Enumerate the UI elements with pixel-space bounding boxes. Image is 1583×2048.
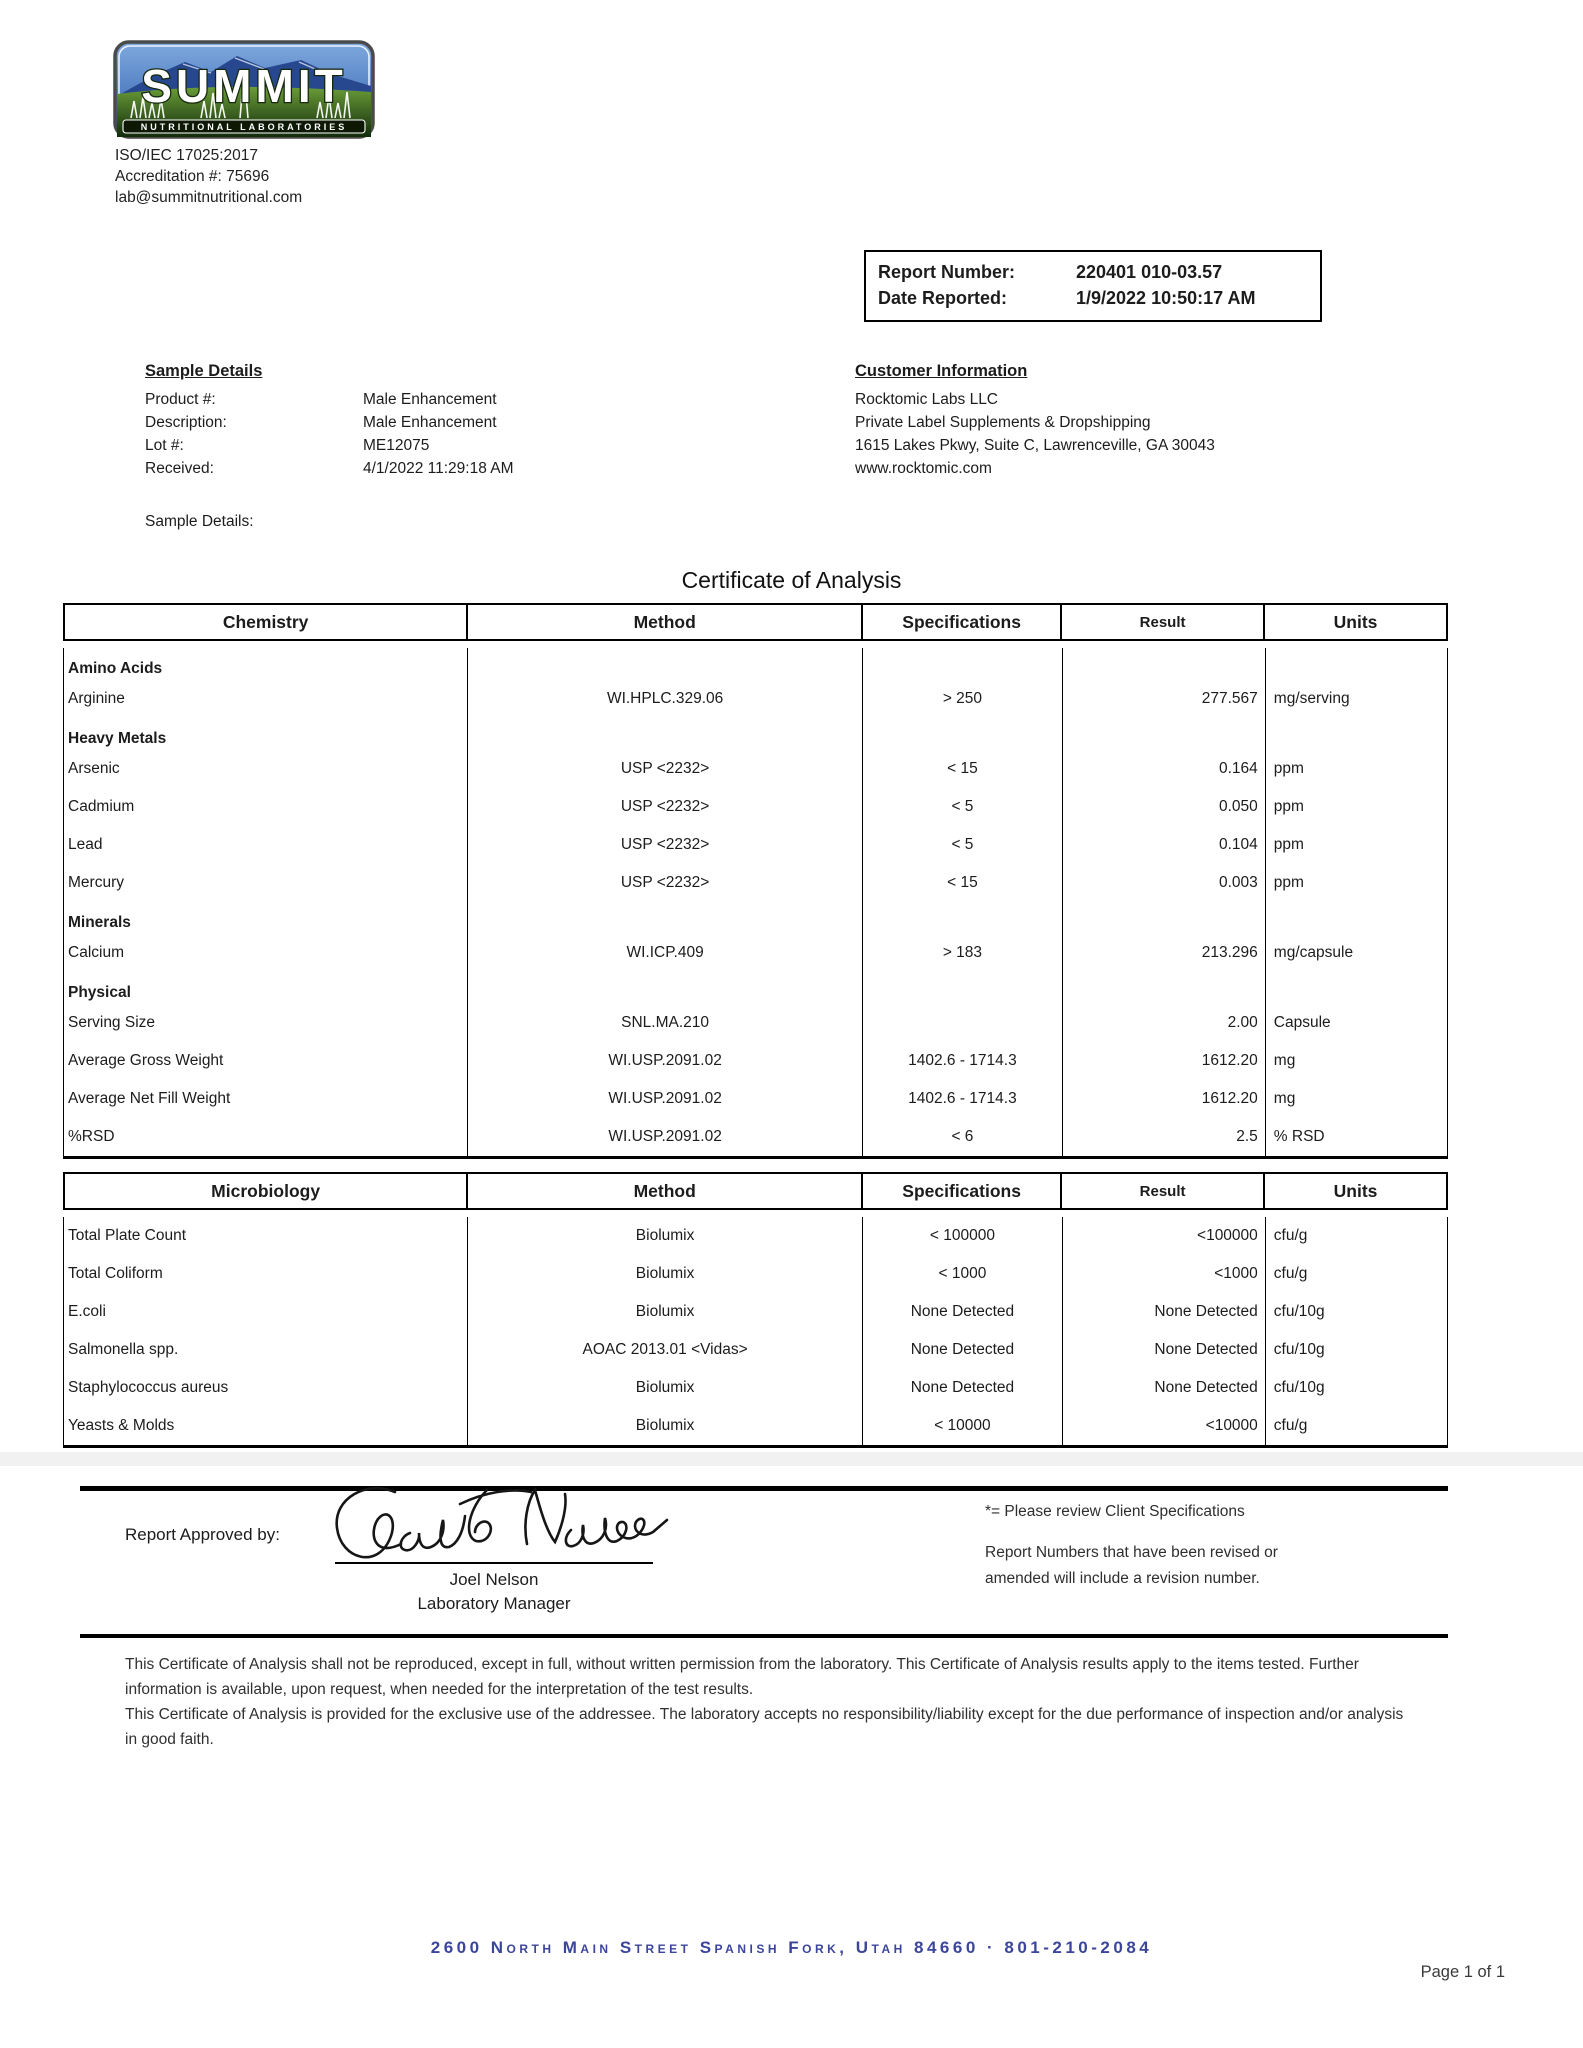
microbiology-table-header — [63, 1172, 1448, 1210]
analyte-cell: Calcium — [64, 934, 468, 972]
date-reported-value: 1/9/2022 10:50:17 AM — [1076, 288, 1256, 308]
summit-logo — [113, 40, 375, 139]
column-header: Units — [1333, 611, 1378, 632]
result-cell: <1000 — [1063, 1255, 1266, 1293]
chemistry-data-row — [64, 1042, 1447, 1080]
result-cell: 213.296 — [1063, 934, 1266, 972]
spec-cell — [863, 648, 1062, 680]
chemistry-data-row — [64, 864, 1447, 902]
chemistry-data-row — [64, 680, 1447, 718]
chemistry-section-row — [64, 718, 1447, 750]
field-label: Product #: — [145, 391, 216, 408]
accreditation-block — [115, 145, 302, 208]
result-cell — [1063, 972, 1266, 1004]
field-value: Male Enhancement — [363, 414, 497, 431]
chemistry-data-row — [64, 788, 1447, 826]
result-cell: 1612.20 — [1063, 1080, 1266, 1118]
microbiology-data-row — [64, 1255, 1447, 1293]
logo-subtitle: NUTRITIONAL LABORATORIES — [140, 122, 348, 132]
microbiology-data-row — [64, 1331, 1447, 1369]
field-label: Lot #: — [145, 437, 184, 454]
spec-cell: None Detected — [863, 1331, 1062, 1369]
signer-title: Laboratory Manager — [417, 1594, 571, 1613]
method-cell: USP <2232> — [468, 750, 864, 788]
sample-detail-row — [145, 411, 514, 434]
chemistry-data-row — [64, 1004, 1447, 1042]
report-number-value: 220401 010-03.57 — [1076, 262, 1223, 282]
units-cell — [1266, 648, 1447, 680]
result-cell — [1063, 718, 1266, 750]
analyte-cell: Average Net Fill Weight — [64, 1080, 468, 1118]
result-cell: 2.5 — [1063, 1118, 1266, 1156]
analyte-cell: Yeasts & Molds — [64, 1407, 468, 1445]
method-cell — [468, 648, 864, 680]
result-cell: <10000 — [1063, 1407, 1266, 1445]
method-cell: USP <2232> — [468, 788, 864, 826]
date-reported-label: Date Reported: — [878, 288, 1008, 308]
result-cell: 1612.20 — [1063, 1042, 1266, 1080]
result-cell: 277.567 — [1063, 680, 1266, 718]
spec-cell: < 5 — [863, 788, 1062, 826]
result-cell: <100000 — [1063, 1217, 1266, 1255]
units-cell: cfu/g — [1273, 1227, 1308, 1244]
analyte-cell: Total Coliform — [64, 1255, 468, 1293]
disclaimer-paragraph: This Certificate of Analysis is provided for the exclusive use of the addressee. The laboratory accepts no responsibility/liability except for the due performance of inspection and/or analysis in good faith. — [125, 1706, 1404, 1748]
column-header: Specifications — [863, 1174, 1062, 1208]
analyte-cell: Minerals — [64, 902, 468, 934]
accreditation-line: Accreditation #: 75696 — [115, 168, 270, 185]
accreditation-line: lab@summitnutritional.com — [115, 189, 303, 206]
spec-cell — [863, 1004, 1062, 1042]
column-header: Method — [468, 1174, 863, 1208]
method-cell: USP <2232> — [468, 826, 864, 864]
units-cell: mg/capsule — [1273, 944, 1354, 961]
customer-info-section — [855, 362, 1215, 480]
sample-detail-row — [145, 434, 514, 457]
analyte-cell: Cadmium — [64, 788, 468, 826]
method-cell: WI.ICP.409 — [468, 934, 864, 972]
column-header: Specifications — [863, 605, 1062, 639]
spec-cell: < 100000 — [863, 1217, 1062, 1255]
units-cell: cfu/10g — [1273, 1379, 1325, 1396]
report-approved-label: Report Approved by: — [125, 1525, 280, 1544]
spec-cell: < 10000 — [863, 1407, 1062, 1445]
method-cell — [468, 972, 864, 1004]
spec-cell: < 6 — [863, 1118, 1062, 1156]
sample-detail-row — [145, 388, 514, 411]
spec-cell: 1402.6 - 1714.3 — [863, 1080, 1062, 1118]
field-value: 4/1/2022 11:29:18 AM — [363, 460, 514, 477]
chemistry-section-row — [64, 648, 1447, 680]
units-cell — [1266, 972, 1447, 1004]
analyte-cell: Arsenic — [64, 750, 468, 788]
units-cell: cfu/g — [1273, 1265, 1308, 1282]
column-header: Chemistry — [65, 605, 468, 639]
result-cell: 0.104 — [1063, 826, 1266, 864]
spec-cell: < 1000 — [863, 1255, 1062, 1293]
column-header: Microbiology — [65, 1174, 468, 1208]
signature-line — [335, 1562, 653, 1564]
units-cell: mg — [1273, 1052, 1296, 1069]
logo-title: SUMMIT — [141, 60, 347, 112]
column-header: Result — [1062, 1174, 1265, 1208]
microbiology-data-row — [64, 1293, 1447, 1331]
result-cell — [1063, 648, 1266, 680]
spec-cell: < 15 — [863, 750, 1062, 788]
analyte-cell: Lead — [64, 826, 468, 864]
units-cell: cfu/g — [1273, 1417, 1308, 1434]
disclaimer-paragraph: This Certificate of Analysis shall not be reproduced, except in full, without written permission from the laboratory. This Certificate of Analysis results apply to the items tested. Further information is available, upon request, when needed for the interpretation of the test results. — [125, 1656, 1359, 1698]
sample-details-extra-label: Sample Details: — [145, 513, 254, 530]
chemistry-section-row — [64, 902, 1447, 934]
sample-detail-row — [145, 457, 514, 480]
report-box — [864, 250, 1322, 322]
customer-info-heading: Customer Information — [855, 362, 1028, 380]
spec-cell: < 5 — [863, 826, 1062, 864]
spec-cell: < 15 — [863, 864, 1062, 902]
signer-name: Joel Nelson — [449, 1570, 539, 1589]
method-cell — [468, 902, 864, 934]
page-number: Page 1 of 1 — [1420, 1963, 1505, 1981]
method-cell: WI.USP.2091.02 — [468, 1042, 864, 1080]
chemistry-table-header — [63, 603, 1448, 641]
microbiology-table — [63, 1172, 1448, 1448]
microbiology-data-row — [64, 1369, 1447, 1407]
units-cell: ppm — [1273, 798, 1304, 815]
report-number-label: Report Number: — [878, 262, 1016, 282]
spec-cell: None Detected — [863, 1369, 1062, 1407]
result-cell: None Detected — [1063, 1369, 1266, 1407]
chemistry-data-row — [64, 934, 1447, 972]
analyte-cell: Physical — [64, 972, 468, 1004]
method-cell: Biolumix — [468, 1255, 864, 1293]
result-cell — [1063, 902, 1266, 934]
method-cell: AOAC 2013.01 <Vidas> — [468, 1331, 864, 1369]
customer-line: Rocktomic Labs LLC — [855, 391, 999, 408]
chemistry-data-row — [64, 826, 1447, 864]
chemistry-table-body — [63, 648, 1448, 1159]
microbiology-data-row — [64, 1217, 1447, 1255]
field-label: Description: — [145, 414, 227, 431]
field-label: Received: — [145, 460, 214, 477]
field-value: Male Enhancement — [363, 391, 497, 408]
result-cell: 0.164 — [1063, 750, 1266, 788]
analyte-cell: Heavy Metals — [64, 718, 468, 750]
result-cell: 2.00 — [1063, 1004, 1266, 1042]
analyte-cell: Salmonella spp. — [64, 1331, 468, 1369]
chemistry-data-row — [64, 1080, 1447, 1118]
method-cell: WI.USP.2091.02 — [468, 1118, 864, 1156]
analyte-cell: %RSD — [64, 1118, 468, 1156]
horizontal-rule — [80, 1486, 1448, 1491]
column-header: Method — [468, 605, 863, 639]
microbiology-data-row — [64, 1407, 1447, 1445]
client-spec-note: *= Please review Client Specifications — [985, 1503, 1245, 1520]
field-value: ME12075 — [363, 437, 430, 454]
sample-details-heading: Sample Details — [145, 362, 263, 380]
customer-line: 1615 Lakes Pkwy, Suite C, Lawrenceville, GA 30043 — [855, 437, 1215, 454]
method-cell: Biolumix — [468, 1293, 864, 1331]
chemistry-table — [63, 603, 1448, 1159]
spec-cell — [863, 902, 1062, 934]
analyte-cell: E.coli — [64, 1293, 468, 1331]
units-cell: % RSD — [1273, 1128, 1325, 1145]
spec-cell — [863, 972, 1062, 1004]
column-header: Result — [1062, 605, 1265, 639]
analyte-cell: Staphylococcus aureus — [64, 1369, 468, 1407]
result-cell: 0.050 — [1063, 788, 1266, 826]
units-cell — [1266, 902, 1447, 934]
chemistry-data-row — [64, 750, 1447, 788]
method-cell: WI.USP.2091.02 — [468, 1080, 864, 1118]
method-cell — [468, 718, 864, 750]
method-cell: Biolumix — [468, 1217, 864, 1255]
result-cell: None Detected — [1063, 1293, 1266, 1331]
chemistry-data-row — [64, 1118, 1447, 1156]
units-cell — [1266, 718, 1447, 750]
microbiology-table-body — [63, 1217, 1448, 1448]
accreditation-line: ISO/IEC 17025:2017 — [115, 147, 259, 164]
analyte-cell: Arginine — [64, 680, 468, 718]
method-cell: WI.HPLC.329.06 — [468, 680, 864, 718]
lab-address-footer: 2600 North Main Street Spanish Fork, Utah 84660 · 801-210-2084 — [430, 1938, 1153, 1957]
method-cell: USP <2232> — [468, 864, 864, 902]
document-title: Certificate of Analysis — [681, 567, 902, 593]
units-cell: ppm — [1273, 874, 1304, 891]
analyte-cell: Average Gross Weight — [64, 1042, 468, 1080]
units-cell: mg — [1273, 1090, 1296, 1107]
spec-cell: 1402.6 - 1714.3 — [863, 1042, 1062, 1080]
analyte-cell: Amino Acids — [64, 648, 468, 680]
spec-cell: None Detected — [863, 1293, 1062, 1331]
method-cell: Biolumix — [468, 1369, 864, 1407]
units-cell: cfu/10g — [1273, 1303, 1325, 1320]
units-cell: ppm — [1273, 760, 1304, 777]
units-cell: Capsule — [1273, 1014, 1331, 1031]
method-cell: Biolumix — [468, 1407, 864, 1445]
result-cell: 0.003 — [1063, 864, 1266, 902]
customer-line: Private Label Supplements & Dropshipping — [855, 414, 1151, 431]
horizontal-rule — [80, 1634, 1448, 1638]
method-cell: SNL.MA.210 — [468, 1004, 864, 1042]
spec-cell — [863, 718, 1062, 750]
analyte-cell: Total Plate Count — [64, 1217, 468, 1255]
revision-note: Report Numbers that have been revised or amended will include a revision number. — [985, 1544, 1278, 1587]
units-cell: ppm — [1273, 836, 1304, 853]
sample-details-section — [145, 362, 514, 480]
divider-band — [0, 1452, 1583, 1466]
analyte-cell: Serving Size — [64, 1004, 468, 1042]
customer-line: www.rocktomic.com — [855, 460, 992, 477]
disclaimer-block — [125, 1652, 1415, 1752]
units-cell: mg/serving — [1273, 690, 1350, 707]
spec-cell: > 250 — [863, 680, 1062, 718]
spec-cell: > 183 — [863, 934, 1062, 972]
chemistry-section-row — [64, 972, 1447, 1004]
analyte-cell: Mercury — [64, 864, 468, 902]
column-header: Units — [1333, 1180, 1378, 1201]
units-cell: cfu/10g — [1273, 1341, 1325, 1358]
result-cell: None Detected — [1063, 1331, 1266, 1369]
